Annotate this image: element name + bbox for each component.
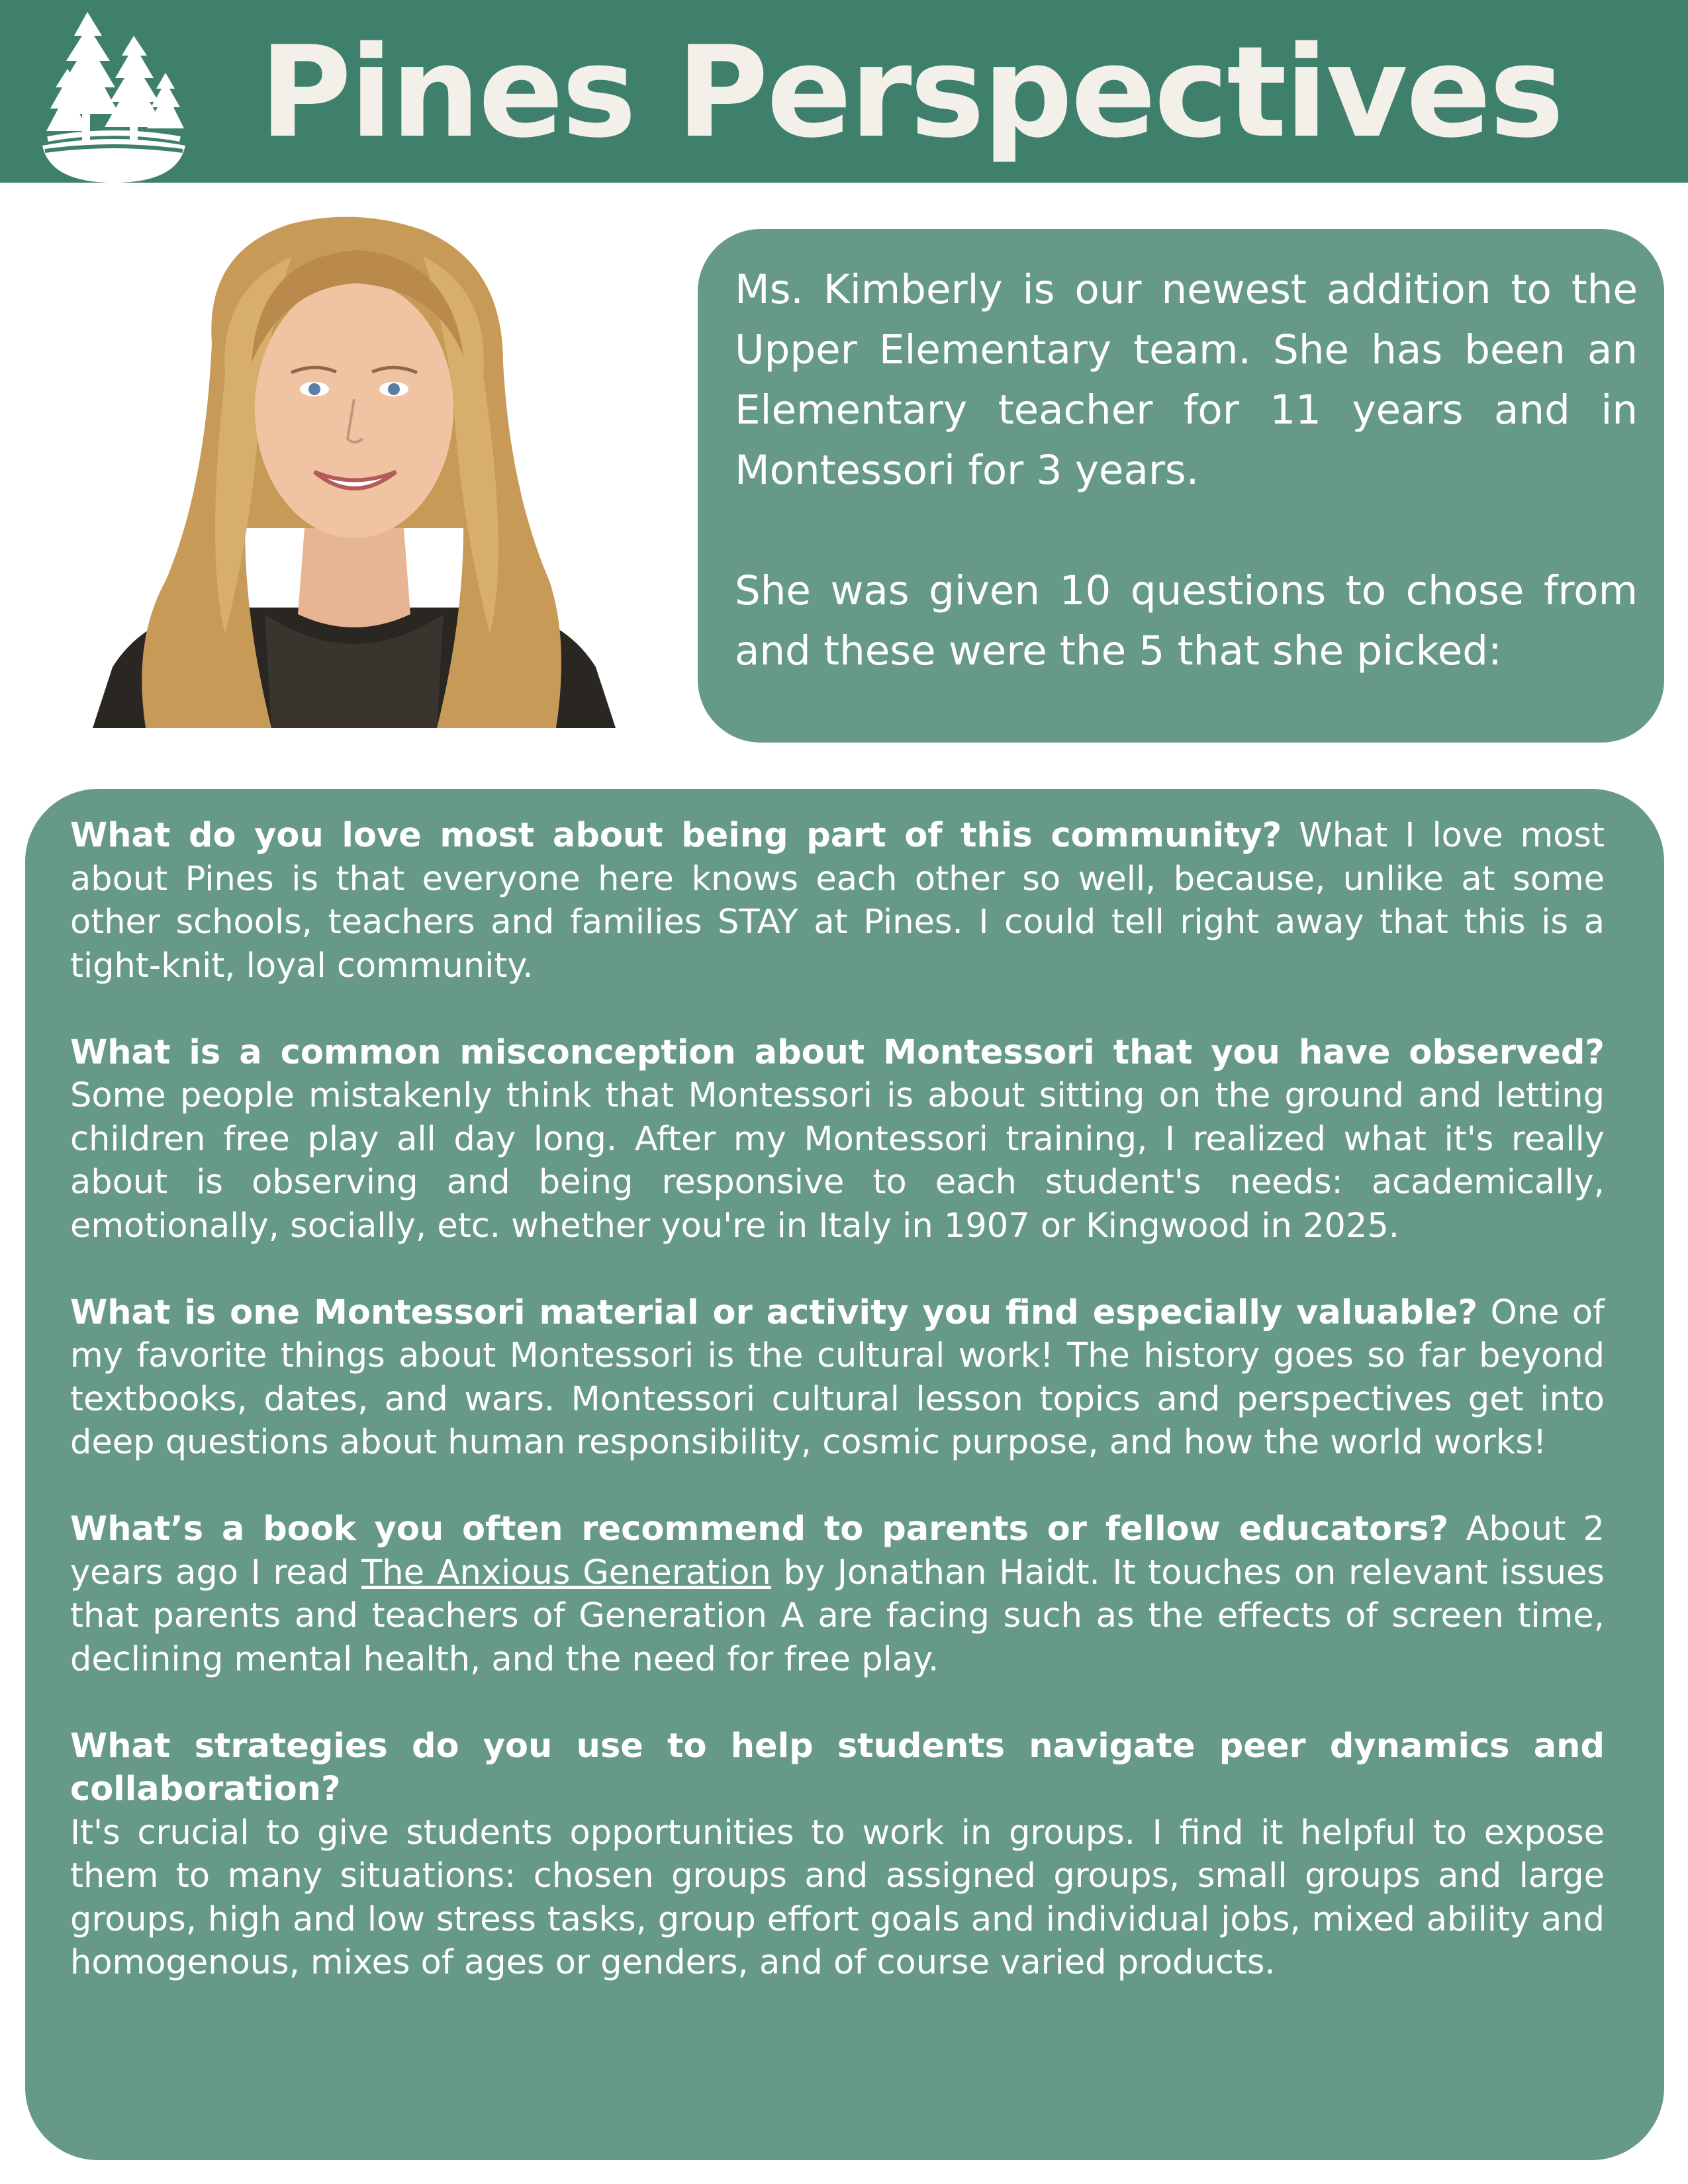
teacher-portrait: [93, 210, 616, 728]
qa-item-community: [70, 814, 1605, 987]
intro-paragraph-1: Ms. Kimberly is our newest addition to the Upper Elementary team. She has been an Elementary teacher for 11 years and in Montessori for 3 years.: [735, 266, 1638, 494]
qa-box: [25, 789, 1664, 2160]
pine-trees-logo-icon: [41, 9, 187, 183]
header-banner: [0, 0, 1688, 183]
qa-item-misconception: [70, 1031, 1605, 1248]
answer-text: It's crucial to give students opportunities to work in groups. I find it helpful to expose them to many situations: chosen groups and assigned groups, small groups and large groups, high and low stress tasks, group effort goals and individual jobs, mixed ability and homogenous, mixes of ages or genders, and of course varied products.: [70, 1813, 1605, 1982]
answer-text: One of my favorite things about Montessori is the cultural work! The history goes so far beyond textbooks, dates, and wars. Montessori cultural lesson topics and perspectives get into deep questions about human responsibility, cosmic purpose, and how the world works!: [70, 1293, 1605, 1462]
answer-text: What I love most about Pines is that everyone here knows each other so well, because, unlike at some other schools, teachers and families STAY at Pines. I could tell right away that this is a tight-knit, loyal community.: [70, 816, 1605, 985]
answer-text: Some people mistakenly think that Montessori is about sitting on the ground and letting children free play all day long. After my Montessori training, I realized what it's really about is observing and being responsive to each student's needs: academically, emotionally, socially, etc. whether you're in Italy in 1907 or Kingwood in 2025.: [70, 1076, 1605, 1246]
answer-text-after: by Jonathan Haidt. It touches on relevant issues that parents and teachers of Generation A are facing such as the effects of screen time, declining mental health, and the need for free play.: [70, 1553, 1605, 1679]
intro-box: [698, 229, 1664, 743]
book-title: The Anxious Generation: [361, 1553, 771, 1592]
intro-paragraph-2: She was given 10 questions to chose from and these were the 5 that she picked:: [735, 567, 1638, 674]
question-text: What strategies do you use to help students navigate peer dynamics and collaboration?: [70, 1726, 1605, 1809]
page-title: Pines Perspectives: [259, 19, 1562, 165]
question-text: What is a common misconception about Montessori that you have observed?: [70, 1032, 1605, 1072]
answer-text-before: About 2 years ago I read: [70, 1510, 1605, 1592]
question-text: What is one Montessori material or activity you find especially valuable?: [70, 1293, 1478, 1332]
qa-item-strategies: [70, 1725, 1605, 1985]
question-text: What do you love most about being part of this community?: [70, 816, 1282, 855]
qa-item-book: [70, 1508, 1605, 1681]
question-text: What’s a book you often recommend to parents or fellow educators?: [70, 1510, 1449, 1549]
qa-item-material: [70, 1291, 1605, 1465]
